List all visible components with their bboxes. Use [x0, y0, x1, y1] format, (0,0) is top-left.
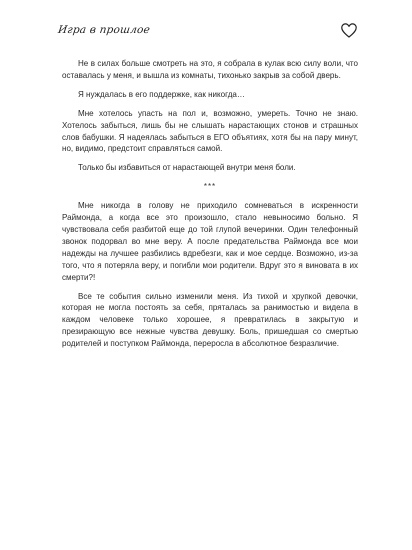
paragraph: Я нуждалась в его поддержке, как никогда… [78, 89, 245, 99]
book-title: Игра в прошлое [57, 24, 151, 36]
paragraph: Все те события сильно изменили меня. Из тихой и хрупкой девочки, которая не могла постоять за себя, пряталась за ранимостью и видела в каждом человеке только хорошее, я превратилась в закрытую и презирающую все нежные чувства девушку. Боль, пришедшая со смертью родителей и поступком Раймонда, переросла в абсолютное безразличие. [62, 291, 358, 349]
paragraph: Только бы избавиться от нарастающей внутри меня боли. [78, 163, 296, 173]
paragraph: Не в силах больше смотреть на это, я собрала в кулак всю силу воли, что оставалась у меня, и вышла из комнаты, тихонько закрыв за собой дверь. [62, 59, 358, 80]
page-body [62, 58, 358, 350]
paragraph: Мне хотелось упасть на пол и, возможно, умереть. Точно не знаю. Хотелось забыться, лишь бы не слышать нарастающих стонов и страшных слов бабушки. Я надеялась забыться в ЕГО объятиях, хотя бы на пару минут, но, видимо, предстоит справляться самой. [62, 108, 358, 154]
section-separator: *** [203, 182, 217, 192]
paragraph: Мне никогда в голову не приходило сомневаться в искренности Раймонда, а когда все это произошло, стало невыносимо больно. Я чувствовала себя разбитой еще до той глупой вечеринки. Один телефонный звонок подорвал во мне веру. А после предательства Раймонда все мои надежды на лучшее разбились вдребезги, как и мое сердце. Возможно, из-за того, что я потеряла веру, и погибли мои родители. Вдруг это я виновата в их смерти?! [62, 201, 358, 282]
heart-outline-icon [341, 23, 357, 38]
